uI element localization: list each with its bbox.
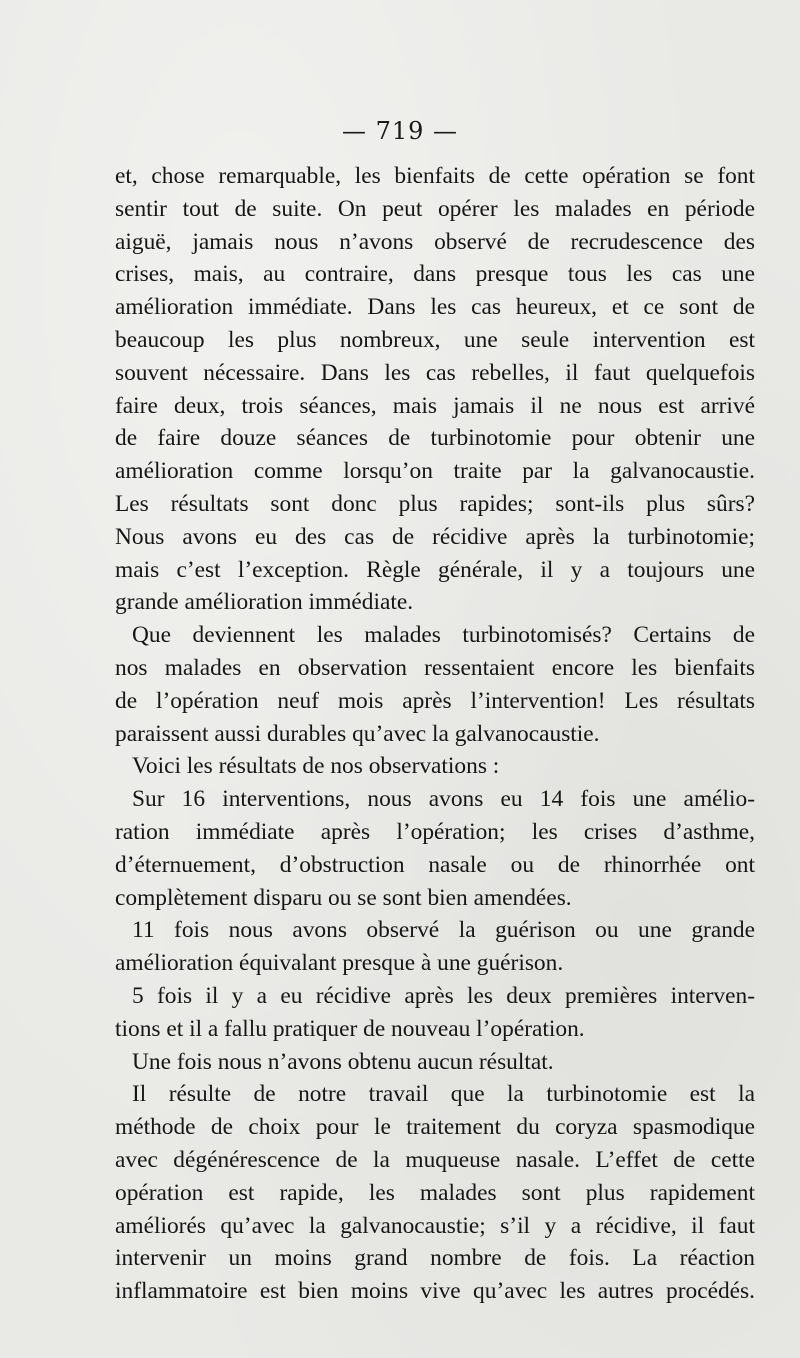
text-line: Sur 16 interventions, nous avons eu 14 fois une amélio- [132,786,755,813]
page-number: — 719 — [341,117,459,145]
text-line: Les résultats sont donc plus rapides; sont-ils plus sûrs? [115,490,755,517]
text-line: Que deviennent les malades turbinotomisés? Certains de [132,622,755,649]
text-line: aiguë, jamais nous n’avons observé de recrudescence des [115,228,755,255]
text-line: complètement disparu ou se sont bien amendées. [115,884,572,911]
text-line: Voici les résultats de nos observations : [132,753,500,780]
text-line: avec dégénérescence de la muqueuse nasale. L’effet de cette [115,1146,755,1173]
text-line: intervenir un moins grand nombre de fois. La réaction [115,1245,755,1272]
text-line: amélioration équivalant presque à une guérison. [115,950,564,977]
text-line: inflammatoire est bien moins vive qu’avec les autres procédés. [115,1278,755,1305]
text-line: Une fois nous n’avons obtenu aucun résultat. [132,1048,554,1075]
text-line: méthode de choix pour le traitement du coryza spasmodique [115,1114,755,1141]
text-line: et, chose remarquable, les bienfaits de cette opération se font [115,163,755,189]
text-line: grande amélioration immédiate. [115,589,414,616]
text-line: faire deux, trois séances, mais jamais il ne nous est arrivé [115,392,755,419]
text-line: souvent nécessaire. Dans les cas rebelles, il faut quelquefois [115,359,755,386]
text-line: de l’opération neuf mois après l’intervention! Les résultats [115,687,755,714]
text-line: sentir tout de suite. On peut opérer les malades en période [115,195,755,222]
text-line: 11 fois nous avons observé la guérison ou une grande [132,917,755,944]
text-line: amélioration immédiate. Dans les cas heureux, et ce sont de [115,294,755,321]
text-line: 5 fois il y a eu récidive après les deux premières interven- [132,982,755,1009]
text-line: Nous avons eu des cas de récidive après la turbinotomie; [115,523,755,550]
text-line: d’éternuement, d’obstruction nasale ou de rhinorrhée ont [115,851,755,878]
text-line: tions et il a fallu pratiquer de nouveau l’opération. [115,1015,585,1042]
body-text [115,160,755,1308]
text-line: paraissent aussi durables qu’avec la galvanocaustie. [115,720,600,747]
text-line: améliorés qu’avec la galvanocaustie; s’il y a récidive, il faut [115,1212,755,1239]
text-line: amélioration comme lorsqu’on traite par la galvanocaustie. [115,458,755,485]
text-line: nos malades en observation ressentaient encore les bienfaits [115,654,755,681]
text-line: beaucoup les plus nombreux, une seule intervention est [115,326,755,353]
text-line: opération est rapide, les malades sont plus rapidement [115,1179,755,1206]
text-line: de faire douze séances de turbinotomie pour obtenir une [115,425,755,452]
text-line: ration immédiate après l’opération; les crises d’asthme, [115,818,755,845]
text-line: mais c’est l’exception. Règle générale, il y a toujours une [115,556,755,583]
text-line: crises, mais, au contraire, dans presque tous les cas une [115,261,755,288]
text-line: Il résulte de notre travail que la turbinotomie est la [132,1081,755,1108]
